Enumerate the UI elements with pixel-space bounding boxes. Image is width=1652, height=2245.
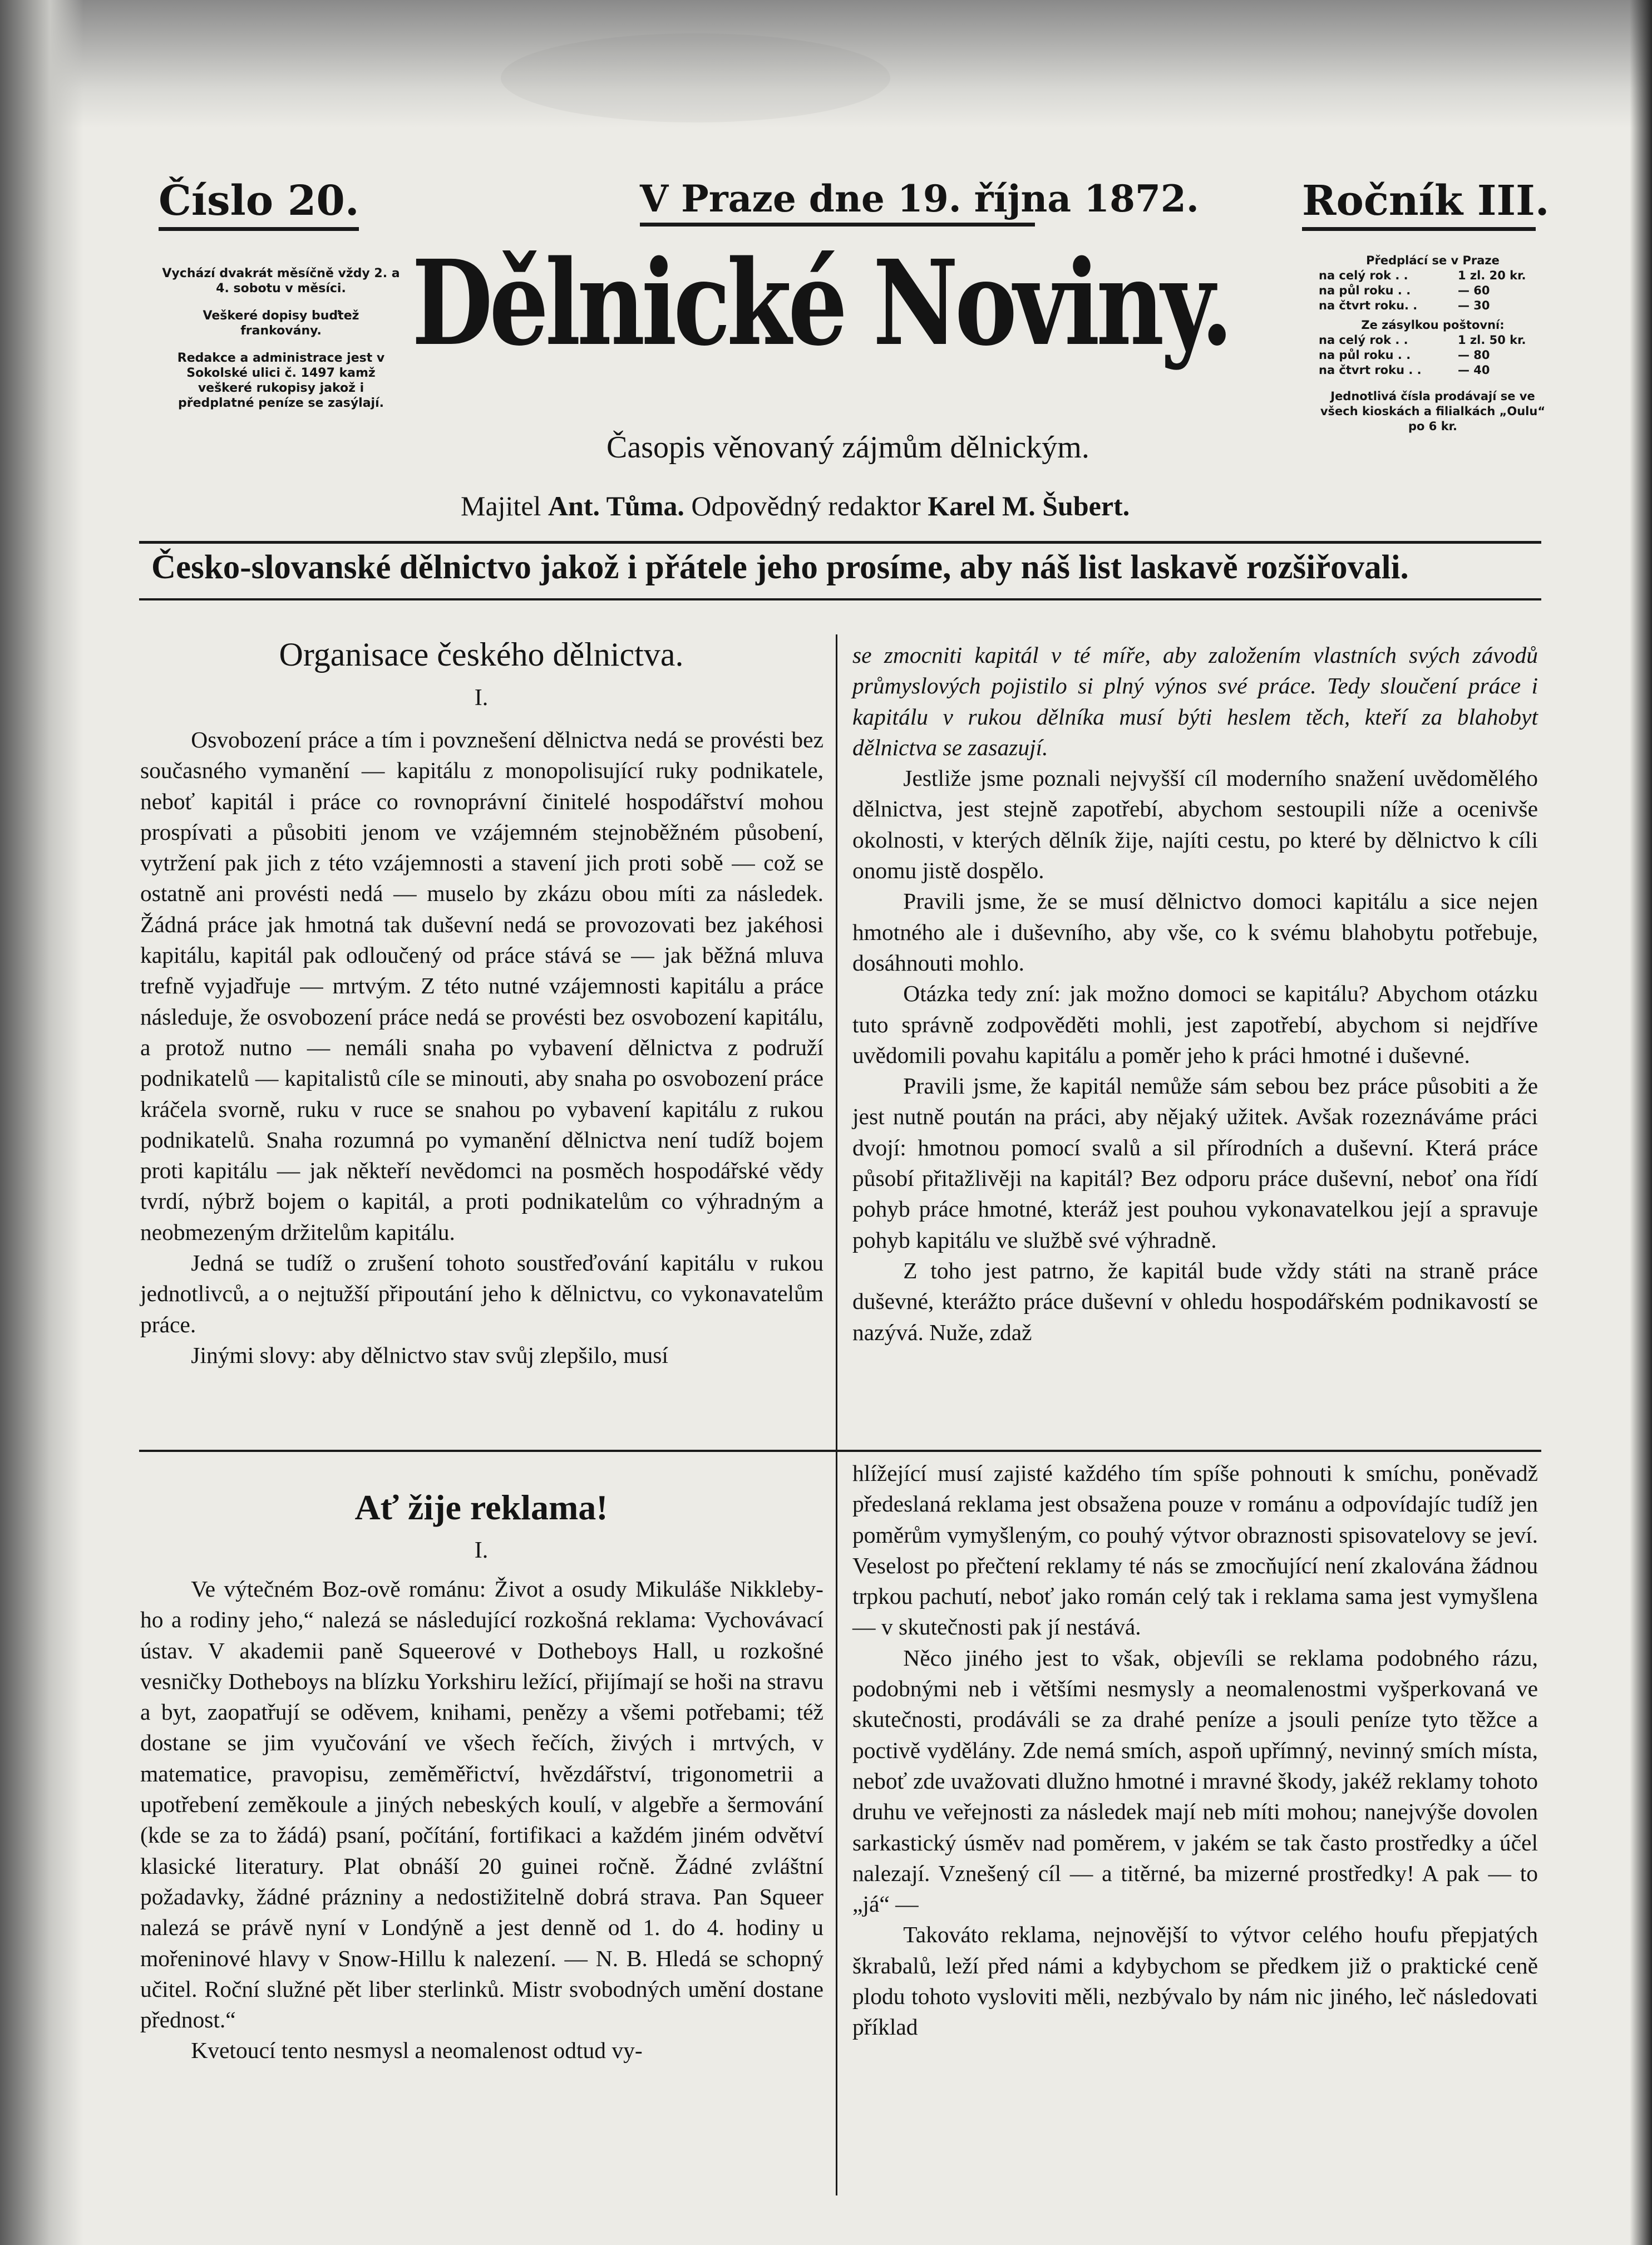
publication-notes [161, 266, 401, 423]
scan-edge-right [1630, 0, 1652, 2245]
column-divider [836, 1455, 837, 2195]
newspaper-title: Dělnické Noviny. [412, 234, 1230, 372]
editor-name: Karel M. Šubert. [928, 490, 1130, 521]
column-divider [836, 634, 837, 1458]
owner-name: Ant. Tůma. [548, 490, 684, 521]
paragraph: Ve výtečném Boz-ově románu: Život a osudy Mikuláše Nikkleby-ho a rodiny jeho,“ nalezá se následující rozkošná reklama: Vychovávací ústav. V akademii paně Squeerové v Dotheboys Hall, u rozkošné vesničky Dotheboys na blízku Yorkshiru ležící, přijímají se hoši na stravu a byt, zaopatřují se oděvem, knihami, penězy a všemi potřebami; též dostane se jim vyučování ve všech řečích, živých i mrtvých, v matematice, pravopisu, zeměměřictví, hvězdářství, trigonometrii a upotřebení zeměkoule a jiných nebeských koulí, v algebře a šermování (kde se za to žádá) psaní, počítání, fortifikaci a každém jiném odvětví klasické literatury. Plat obnáší 20 guinei ročně. Žádné zvláštní požadavky, žádné prázniny a nedostižitelně dobrá strava. Pan Squeer nalezá se právě nyní v Londýně a jest denně od 1. do 4. hodiny u mořeninové hlavy v Snow-Hillu k nalezení. — N. B. Hledá se schopný učitel. Roční služné pět liber sterlinků. Mistr svobodných umění dostane přednost.“ [140, 1576, 823, 2033]
paragraph: Pravili jsme, že se musí dělnictvo domoci kapitálu a sice nejen hmotného ale i duševního, aby vše, co k svému blahobytu potřebuje, dosáhnouti mohlo. [852, 888, 1538, 976]
paragraph: Otázka tedy zní: jak možno domoci se kapitálu? Abychom otázku tuto správně zodpověděti mohli, jest zapotřebí, abychom si nejdříve uvědomili povahu kapitálu a poměr jeho k práci hmotné i duševné. [852, 981, 1538, 1068]
article1-right-column [852, 640, 1538, 1348]
price-row: na půl roku . . — 80 [1319, 348, 1490, 362]
article1-left-column [140, 725, 823, 1371]
owner-editor-line [461, 490, 1130, 522]
newspaper-subtitle: Časopis věnovaný zájmům dělnickým. [606, 430, 1089, 465]
paragraph: hlížející musí zajisté každého tím spíše pohnouti k smíchu, poněvadž předeslaná reklama jest obsažena pouze v románu a odpovídajíc tudíž jen poměrům vymyšleným, co pouhý výtvor obraznosti spisovatelovy se jeví. Veselost po přečtení reklamy té nás se zmocňující není zkalována žádnou trpkou pachutí, neboť jako román celý tak i reklama sama jest vymyšlena — v skutečnosti pak jí nestává. [852, 1460, 1538, 1640]
paragraph: Kvetoucí tento nesmysl a neomalenost odtud vy- [191, 2037, 643, 2064]
price-row: na čtvrt roku . . — 40 [1319, 363, 1490, 377]
paragraph: Jestliže jsme poznali nejvyšší cíl moderního snažení uvědomělého dělnictva, jest stejně zapotřebí, abychom sestoupili níže a ocenivše okolnosti, v kterých dělník žije, najíti cestu, po které by dělnictvo k cíli onomu jistě dospělo. [852, 765, 1538, 884]
owner-label: Majitel [461, 490, 541, 521]
price-row: na celý rok . . 1 zl. 50 kr. [1319, 333, 1526, 347]
office-note: Redakce a administrace jest v Sokolské ulici č. 1497 kamž veškeré rukopisy jakož i předplatné peníze se zasýlají. [177, 351, 385, 410]
article2-left-column [140, 1574, 823, 2066]
paragraph: Jedná se tudíž o zrušení tohoto soustřeďování kapitálu v rukou jednotlivců, a o nejtužší připoutání jeho k dělnictvu, co vykonavatelům práce. [140, 1250, 823, 1337]
article2-title: Ať žije reklama! [354, 1488, 608, 1527]
letters-note: Veškeré dopisy buďtež frankovány. [203, 309, 359, 338]
volume-number: Ročník III. [1302, 177, 1536, 231]
price-row: na celý rok . . 1 zl. 20 kr. [1319, 269, 1526, 282]
article2-part: I. [474, 1538, 489, 1563]
article1-part: I. [474, 685, 489, 711]
paragraph: Takováto reklama, nejnovější to výtvor celého houfu přepjatých škrabalů, leží před námi a kdybychom se předkem již o praktické ceně plodu tohoto vysloviti měli, nezbývalo by nám nic jiného, leč následovati příklad [852, 1922, 1538, 2040]
paragraph: Něco jiného jest to však, objevíli se reklama podobného rázu, podobnými neb i většími nesmysly a neomalenostmi vyšperkovaná ve skutečnosti, prodáváli se za drahé peníze a jsouli peníze tyto těžce a poctivě vydělány. Zde nemá smích, aspoň upřímný, nevinný smích místa, neboť zde uvažovati dlužno hmotné i mravné škody, jakéž reklamy tohoto druhu ve veřejnosti za následek mají neb míti mohou; nanejvýše dovolen sarkastický úsměv nad poměrem, v jakém se tak často prostředky a účel nalezají. Vznešený cíl — a titěrné, ba mizerné prostředky! A pak — to „já“ — [852, 1645, 1538, 1917]
frequency-note: Vychází dvakrát měsíčně vždy 2. a 4. sobotu v měsíci. [162, 267, 400, 296]
article2-right-column [852, 1458, 1538, 2043]
editor-label: Odpovědný redaktor [691, 490, 921, 521]
section-rule [139, 1450, 1541, 1452]
article1-title: Organisace českého dělnictva. [279, 636, 684, 673]
appeal-banner: Česko-slovanské dělnictvo jakož i přátele jeho prosíme, aby náš list laskavě rozšiřovali. [151, 549, 1409, 586]
price-row: na čtvrt roku. . — 30 [1319, 299, 1490, 312]
banner-rule-top [139, 541, 1541, 544]
paper-stain [501, 33, 890, 122]
scan-edge-left [0, 0, 83, 2245]
issue-number: Číslo 20. [159, 177, 359, 231]
banner-rule-bottom [139, 598, 1541, 600]
post-prices-heading: Ze zásylkou poštovní: [1361, 318, 1505, 332]
paragraph: Osvobození práce a tím i povznešení dělnictva nedá se provésti bez současného vymanění — kapitálu z monopolisující ruky podnikatele, neboť kapitál i práce co rovnoprávní činitelé hospodářství mohou prospívati a působiti jenom ve vzájemném stejnoběžném působení, vytržení pak jich z této vzájemnosti a stavení jich proti sobě — což se ostatně ani provésti nedá — muselo by zkázu obou míti za následek. Žádná práce jak hmotná tak duševní nedá se provozovati bez jakéhosi kapitálu, kapitál pak odloučený od práce stává se — jak běžná mluva trefně vyjadřuje — mrtvým. Z této nutné vzájemnosti kapitálu a práce následuje, že osvobození práce nedá se provésti bez osvobození kapitálu, a protož nutno — nemáli snaha po vybavení dělnictva z podruží podnikatelů — kapitalistů cíle se minouti, aby snaha po osvobození práce kráčela svorně, ruku v ruce se snahou po vybavení kapitálu z rukou podnikatelů. Snaha rozumná po vymanění dělnictva není tudíž bojem proti kapitálu — jak někteří nevědomci na posměch hospodářské vědy tvrdí, nýbrž bojem o kapitál, a proti podnikatelům co výhradným a neobmezeným držitelům kapitálu. [140, 727, 823, 1245]
paragraph: Z toho jest patrno, že kapitál bude vždy státi na straně práce duševné, kterážto práce duševní v ohledu hospodářském podnikavostí se nazývá. Nuže, zdaž [852, 1257, 1538, 1345]
paragraph: se zmocniti kapitál v té míře, aby založením vlastních svých závodů průmyslových pojistilo si plný výnos své práce. Tedy sloučení práce i kapitálu v rukou dělníka musí býti heslem těch, kteří za blahobyt dělnictva se zasazují. [852, 642, 1538, 760]
issue-date: V Praze dne 19. října 1872. [640, 177, 1035, 227]
single-copy-note: Jednotlivá čísla prodávají se ve všech kioskách a filialkách „Oulu“ po 6 kr. [1320, 390, 1546, 433]
prices-heading: Předplácí se v Praze [1366, 254, 1500, 267]
subscription-prices [1319, 253, 1547, 434]
price-row: na půl roku . . — 60 [1319, 284, 1490, 297]
paragraph: Pravili jsme, že kapitál nemůže sám sebou bez práce působiti a že jest nutně poután na práci, aby nějaký užitek. Avšak rozeznáváme práci dvojí: hmotnou pomocí svalů a sil přírodních a duševní. Která práce působí přitažlivěji na kapitál? Bez odporu práce duševní, neboť ona řídí pohyb práce hmotné, kteráž jest pouhou vykonavatelkou její a spravuje pohyb kapitálu ve službě své výhradně. [852, 1073, 1538, 1253]
paragraph: Jinými slovy: aby dělnictvo stav svůj zlepšilo, musí [191, 1342, 668, 1368]
